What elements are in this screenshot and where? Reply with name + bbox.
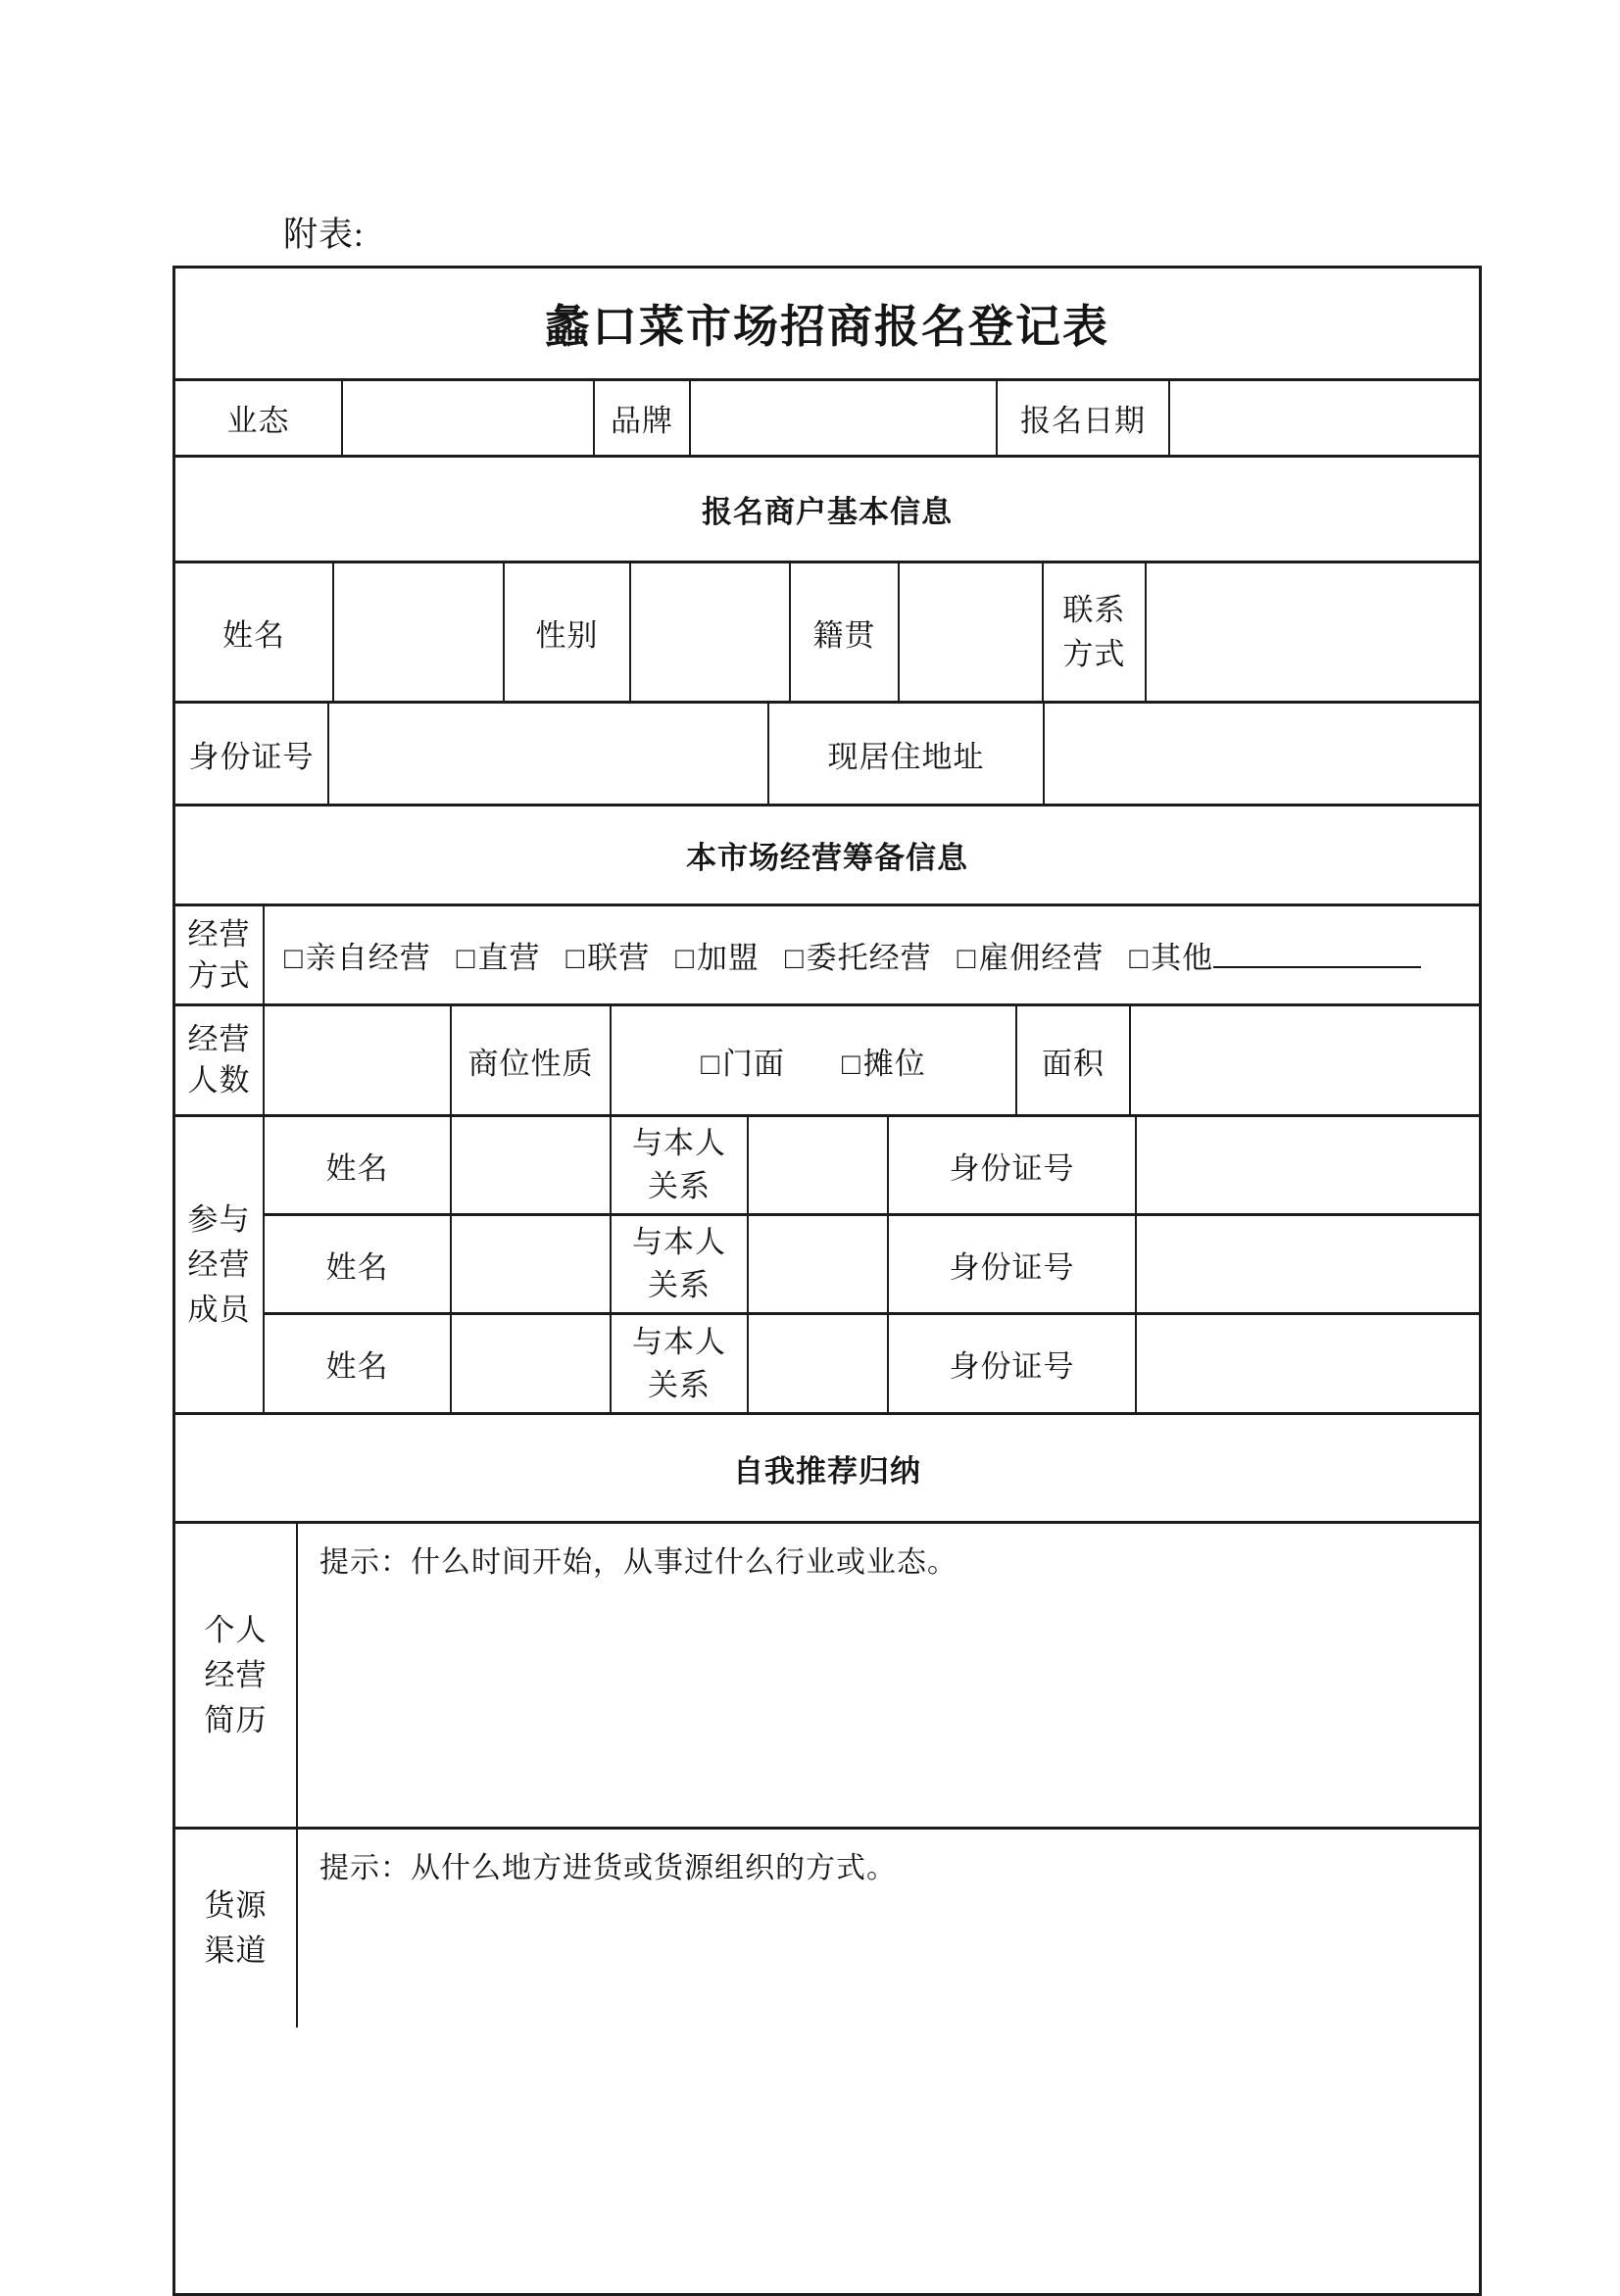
option-label: 直营 [477,941,541,975]
contact-label [1044,563,1147,701]
native-place-label: 籍贯 [791,563,900,701]
resume-label [175,1524,298,1827]
option-label: 雇佣经营 [978,941,1105,975]
supply-hint: 提示：从什么地方进货或货源组织的方式。 [319,1852,897,1884]
option-entrusted [785,933,932,977]
checkbox-icon: □ [957,941,977,975]
checkbox-icon: □ [1129,941,1150,975]
member-row [265,1315,1479,1412]
id-number-value-cell [329,704,769,804]
self-recommendation-header-row [175,1415,1479,1524]
checkbox-icon: □ [675,941,695,975]
supply-row [175,1830,1479,2027]
operation-mode-label [175,906,265,1003]
member-id-value-cell [1137,1216,1479,1312]
relation-label-line2: 关系 [648,1268,711,1302]
member-relation-label [612,1315,749,1412]
operation-mode-label-line2: 方式 [187,957,251,993]
member-id-label: 身份证号 [889,1315,1137,1412]
supply-label-line1: 货源 [204,1888,268,1923]
relation-label-line1: 与本人 [632,1225,726,1259]
operator-count-row [175,1006,1479,1117]
option-label: 委托经营 [806,941,932,975]
basic-info-header: 报名商户基本信息 [702,495,953,529]
gender-value-cell [631,563,791,701]
operator-count-label-line1: 经营 [187,1022,251,1056]
name-row [175,563,1479,704]
contact-value-cell [1147,563,1479,701]
relation-label-line2: 关系 [648,1169,711,1203]
member-name-value-cell [452,1117,612,1213]
members-label-line2: 经营 [187,1246,251,1282]
members-label-line3: 成员 [187,1292,251,1327]
supply-label [175,1830,298,2027]
id-number-label: 身份证号 [175,704,329,804]
contact-label-line2: 方式 [1062,637,1126,671]
resume-hint: 提示：什么时间开始，从事过什么行业或业态。 [319,1546,957,1579]
address-label: 现居住地址 [769,704,1045,804]
operator-count-label [175,1006,265,1114]
resume-content-cell [298,1524,1479,1827]
option-storefront [701,1039,785,1083]
option-direct [457,933,541,977]
checkbox-icon: □ [842,1046,861,1081]
member-name-value-cell [452,1315,612,1412]
native-place-value-cell [900,563,1044,701]
members-section [175,1117,1479,1415]
member-name-label: 姓名 [265,1216,452,1312]
preparation-header: 本市场经营筹备信息 [686,841,968,875]
option-label: 联营 [587,941,651,975]
address-value-cell [1045,704,1479,804]
checkbox-icon: □ [284,941,304,975]
member-name-label: 姓名 [265,1117,452,1213]
category-value-cell [343,381,595,455]
operator-count-label-line2: 人数 [187,1063,251,1098]
title-row [175,269,1479,381]
option-label: 亲自经营 [305,941,431,975]
option-stall [842,1039,926,1083]
option-other [1129,933,1421,977]
resume-label-line3: 简历 [204,1702,268,1737]
member-row [265,1216,1479,1315]
resume-row [175,1524,1479,1830]
area-value-cell [1131,1006,1479,1114]
member-id-label: 身份证号 [889,1117,1137,1213]
member-relation-value-cell [749,1315,889,1412]
date-label: 报名日期 [998,381,1170,455]
checkbox-icon: □ [456,941,476,975]
member-relation-value-cell [749,1117,889,1213]
supply-label-line2: 渠道 [204,1933,268,1968]
option-employed [957,933,1105,977]
operation-mode-label-line1: 经营 [187,916,251,952]
operation-mode-options [265,906,1479,1003]
option-joint [565,933,650,977]
relation-label-line2: 关系 [648,1367,711,1402]
brand-value-cell [691,381,998,455]
name-label: 姓名 [175,563,334,701]
checkbox-icon: □ [701,1046,720,1081]
supply-content-cell [298,1830,1479,2027]
resume-label-line1: 个人 [204,1612,268,1647]
self-recommendation-header: 自我推荐归纳 [733,1453,921,1489]
members-section-label [175,1117,265,1412]
form-title: 蠡口菜市场招商报名登记表 [545,302,1109,352]
relation-label-line1: 与本人 [632,1324,726,1359]
contact-label-line1: 联系 [1062,593,1126,627]
member-id-value-cell [1137,1117,1479,1213]
member-name-value-cell [452,1216,612,1312]
id-row [175,704,1479,806]
brand-label: 品牌 [595,381,691,455]
member-row [265,1117,1479,1216]
members-label-line1: 参与 [187,1201,251,1237]
option-label: 加盟 [696,941,760,975]
option-label: 其他 [1151,941,1214,975]
checkbox-icon: □ [784,941,805,975]
member-id-label: 身份证号 [889,1216,1137,1312]
member-relation-value-cell [749,1216,889,1312]
category-label: 业态 [175,381,343,455]
option-label: 门面 [722,1046,785,1081]
option-label: 摊位 [862,1046,926,1081]
area-label: 面积 [1017,1006,1131,1114]
operator-count-value-cell [265,1006,452,1114]
operation-mode-row [175,906,1479,1006]
member-name-label: 姓名 [265,1315,452,1412]
option-franchise [675,933,760,977]
members-rows [265,1117,1479,1412]
date-value-cell [1170,381,1479,455]
relation-label-line1: 与本人 [632,1126,726,1160]
stall-type-options [612,1006,1017,1114]
option-self-operated [284,933,431,977]
resume-label-line2: 经营 [204,1657,268,1692]
member-relation-label [612,1216,749,1312]
name-value-cell [334,563,505,701]
business-row [175,381,1479,458]
member-relation-label [612,1117,749,1213]
stall-type-label: 商位性质 [452,1006,612,1114]
other-fill-line [1213,939,1421,968]
member-id-value-cell [1137,1315,1479,1412]
gender-label: 性别 [505,563,631,701]
registration-form-table [172,266,1482,2296]
preparation-header-row [175,806,1479,906]
basic-info-header-row [175,458,1479,563]
attachment-note: 附表: [283,216,365,254]
checkbox-icon: □ [565,941,586,975]
